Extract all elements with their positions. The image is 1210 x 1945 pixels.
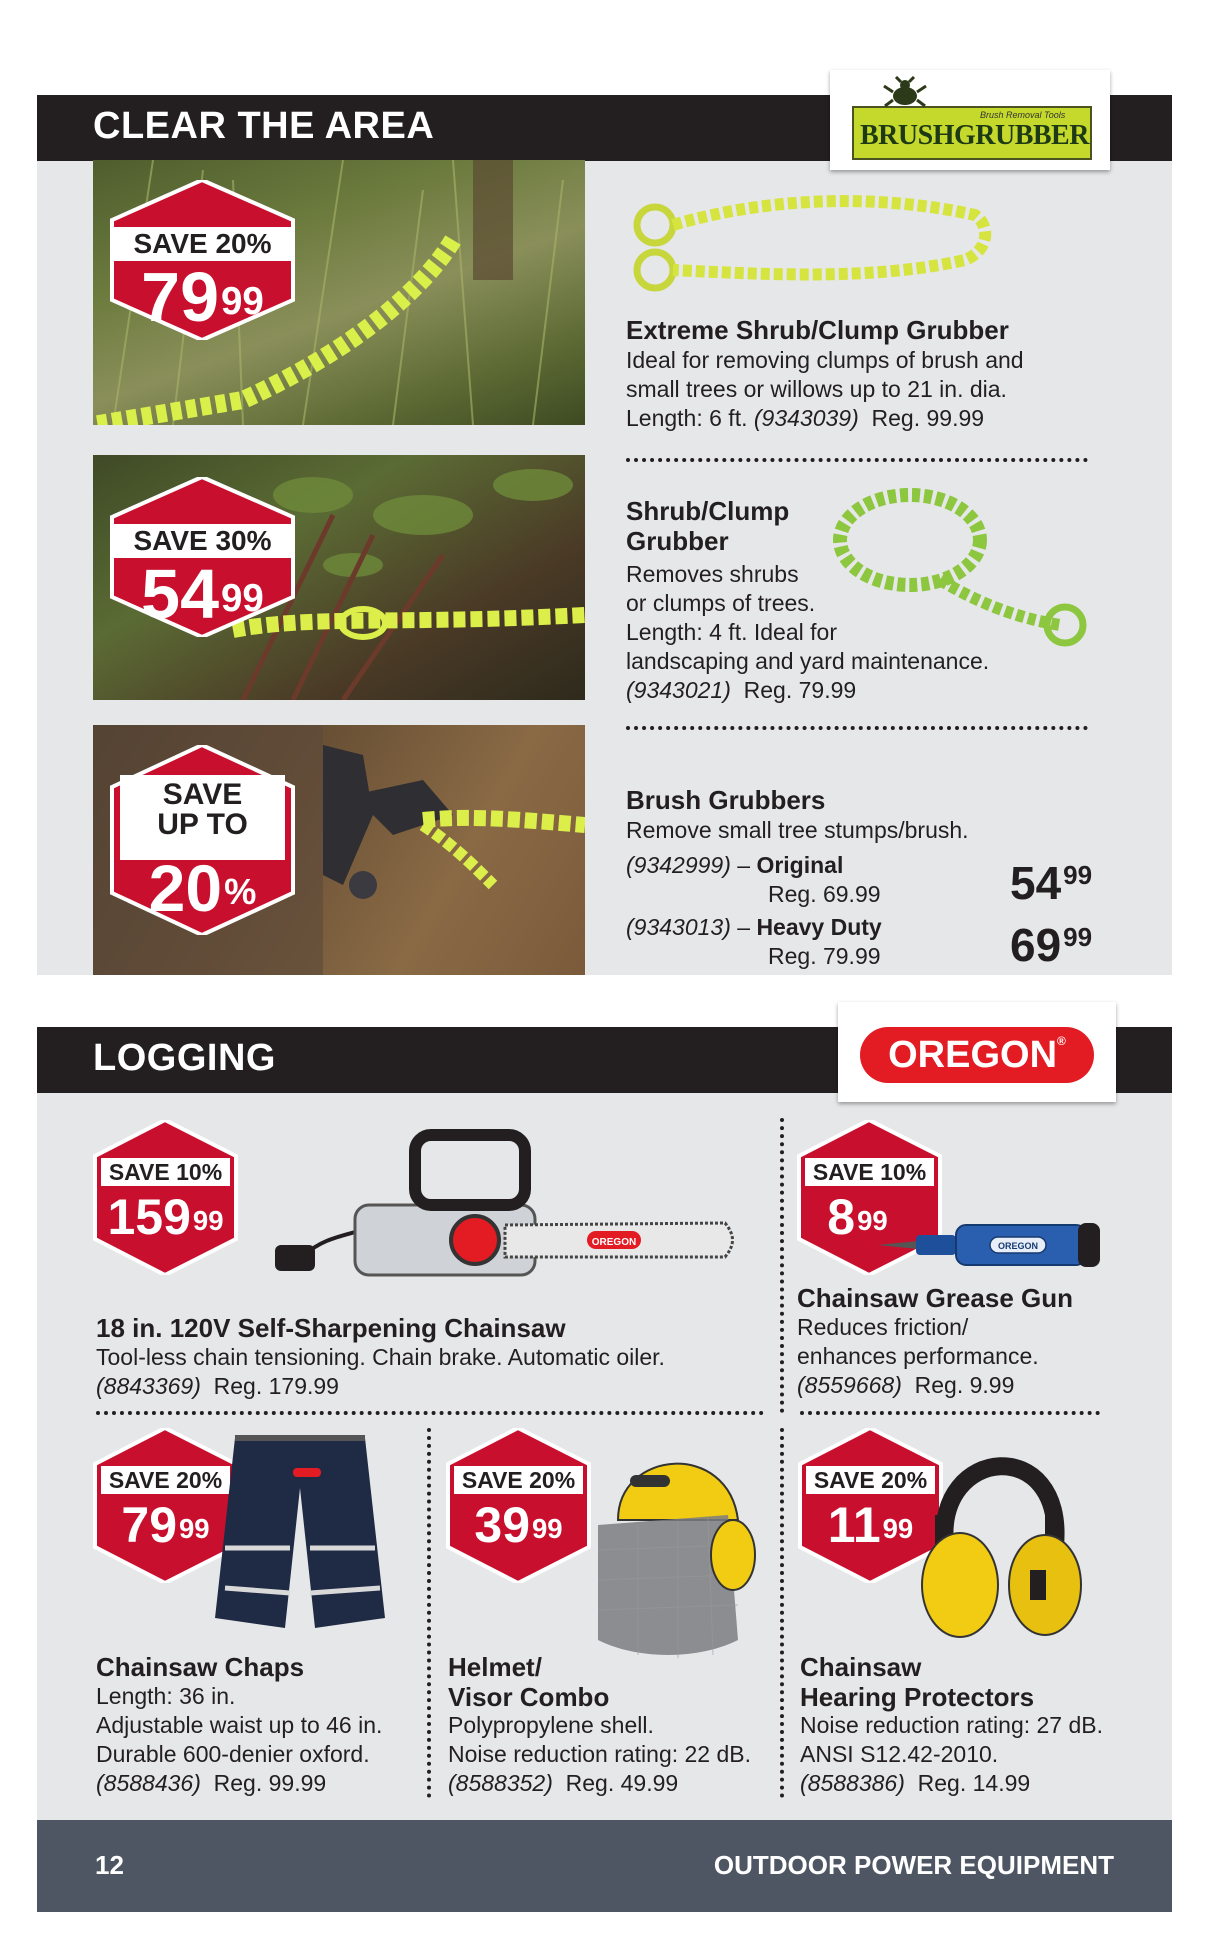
name-line: Hearing Protectors: [800, 1682, 1035, 1712]
sale-price: [1010, 856, 1092, 910]
regular-price: Reg. 99.99: [871, 405, 985, 431]
desc-line: Ideal for removing clumps of brush and: [626, 347, 1024, 373]
badge-price-cents: 99: [179, 1513, 210, 1545]
desc-line: Durable 600-denier oxford.: [96, 1741, 370, 1767]
grease-gun-label: OREGON: [997, 1241, 1039, 1251]
badge-save-label: SAVE 10%: [805, 1158, 934, 1186]
section-title: LOGGING: [93, 1037, 276, 1079]
badge-save-label: SAVE 20%: [806, 1466, 935, 1494]
price-badge: [110, 477, 295, 637]
badge-price-main: 11: [827, 1497, 881, 1553]
product-name: [626, 496, 789, 556]
badge-price-main: 159: [107, 1189, 191, 1245]
badge-price-cents: 99: [532, 1513, 563, 1545]
regular-price: Reg. 99.99: [213, 1770, 327, 1796]
divider: [780, 1118, 784, 1413]
desc-line: ANSI S12.42-2010.: [800, 1741, 999, 1767]
beetle-icon: [882, 76, 928, 112]
divider: [626, 726, 1088, 730]
product-description: [448, 1711, 751, 1798]
desc-line: Reduces friction/: [797, 1314, 969, 1340]
product-name: [800, 1652, 1034, 1712]
badge-percent-sign: %: [224, 871, 257, 913]
price-badge: [93, 1120, 238, 1275]
sku: (9343039): [753, 405, 859, 431]
divider: [800, 1411, 1100, 1415]
section-title: CLEAR THE AREA: [93, 105, 435, 147]
sku: (8588436): [96, 1770, 201, 1796]
name-line: Helmet/: [448, 1652, 542, 1682]
sale-price-cents: 99: [1063, 860, 1093, 890]
divider: [427, 1428, 431, 1798]
badge-save-label: SAVE 20%: [101, 1466, 230, 1494]
page-number: 12: [95, 1850, 124, 1880]
product-description: [797, 1313, 1039, 1400]
product-name: 18 in. 120V Self-Sharpening Chainsaw: [96, 1313, 566, 1343]
sale-price: [1010, 918, 1092, 972]
sku: (9343021): [626, 677, 731, 703]
sku: (8843369): [96, 1373, 201, 1399]
chainsaw-image: [265, 1125, 735, 1295]
badge-price-cents: 99: [221, 279, 264, 323]
badge-price-main: 54: [141, 555, 220, 633]
oregon-logo: [838, 1002, 1116, 1102]
sku: (9342999): [626, 852, 731, 878]
product-name: [448, 1652, 609, 1712]
page-footer: [37, 1820, 1172, 1912]
badge-price-cents: 99: [857, 1205, 888, 1237]
sale-price-main: 54: [1010, 857, 1062, 909]
name-line: Shrub/Clump: [626, 496, 790, 526]
extreme-grubber-chain-image: [625, 185, 995, 295]
desc-line: Length: 6 ft.: [626, 405, 754, 431]
desc-line: Adjustable waist up to 46 in.: [96, 1712, 383, 1738]
price-badge: [446, 1428, 591, 1583]
desc-line: landscaping and yard maintenance.: [626, 648, 990, 674]
desc-line: Noise reduction rating: 27 dB.: [800, 1712, 1104, 1738]
desc-line: small trees or willows up to 21 in. dia.: [626, 376, 1007, 402]
badge-price-cents: 99: [192, 1205, 224, 1237]
sku: (8588386): [800, 1770, 905, 1796]
product-description: [800, 1711, 1103, 1798]
product-description: [626, 560, 989, 705]
desc-line: or clumps of trees.: [626, 590, 816, 616]
desc-line: Noise reduction rating: 22 dB.: [448, 1741, 752, 1767]
divider: [626, 458, 1088, 462]
product-name: Chainsaw Chaps: [96, 1652, 305, 1682]
badge-percent-value: 20: [148, 851, 223, 925]
grease-gun-image: [878, 1215, 1103, 1275]
registered-mark: ®: [1057, 1034, 1066, 1048]
product-name: Chainsaw Grease Gun: [797, 1283, 1073, 1313]
oregon-wordmark-text: OREGON: [888, 1034, 1058, 1076]
sale-price-main: 69: [1010, 919, 1062, 971]
badge-save-label: SAVE 10%: [101, 1158, 230, 1186]
sku: (8559668): [797, 1372, 902, 1398]
desc-line: enhances performance.: [797, 1343, 1039, 1369]
brushgrubber-wordmark: BRUSHGRUBBER: [860, 120, 1089, 151]
brushgrubber-tagline: Brush Removal Tools: [980, 110, 1066, 120]
variant-label: Original: [756, 852, 844, 878]
regular-price: Reg. 49.99: [565, 1770, 679, 1796]
name-line: Grubber: [626, 526, 729, 556]
chainsaw-bar-label: OREGON: [591, 1237, 637, 1248]
desc-line: Length: 4 ft. Ideal for: [626, 619, 837, 645]
price-badge: [110, 180, 295, 340]
desc-line: Length: 36 in.: [96, 1683, 236, 1709]
badge-price-cents: 99: [221, 576, 264, 620]
sale-price-cents: 99: [1063, 922, 1093, 952]
regular-price: Reg. 79.99: [768, 943, 881, 969]
desc-line: Removes shrubs: [626, 561, 799, 587]
badge-save-label: SAVE 20%: [454, 1466, 583, 1494]
dash: –: [737, 914, 751, 940]
badge-price-cents: 99: [882, 1513, 914, 1545]
hearing-protectors-image: [905, 1435, 1095, 1645]
badge-price: [446, 1498, 591, 1553]
divider: [780, 1428, 784, 1798]
product-description: Remove small tree stumps/brush.: [626, 817, 969, 843]
badge-price-main: 79: [141, 258, 220, 336]
badge-price: [110, 555, 295, 633]
product-description: [96, 1682, 382, 1798]
regular-price: Reg. 179.99: [213, 1373, 339, 1399]
product-name: Extreme Shrub/Clump Grubber: [626, 315, 1009, 345]
chainsaw-chaps-image: [195, 1428, 405, 1638]
badge-save-line: SAVE: [162, 778, 243, 811]
regular-price: Reg. 79.99: [743, 677, 857, 703]
regular-price: Reg. 9.99: [914, 1372, 1015, 1398]
dash: –: [737, 852, 751, 878]
name-line: Visor Combo: [448, 1682, 610, 1712]
badge-price-main: 8: [827, 1189, 856, 1245]
brushgrubber-logo: [830, 70, 1110, 170]
desc-line: Polypropylene shell.: [448, 1712, 654, 1738]
badge-percent: [110, 851, 295, 925]
variant-label: Heavy Duty: [756, 914, 882, 940]
badge-price-main: 39: [474, 1497, 531, 1553]
badge-save-label: SAVE 30%: [110, 524, 295, 558]
sku: (8588352): [448, 1770, 553, 1796]
badge-save-line: UP TO: [157, 808, 248, 841]
oregon-wordmark: [860, 1034, 1094, 1077]
price-badge: [110, 745, 295, 935]
badge-save-label: SAVE 20%: [110, 227, 295, 261]
regular-price: Reg. 14.99: [917, 1770, 1031, 1796]
divider: [96, 1411, 764, 1415]
sku: (9343013): [626, 914, 731, 940]
badge-save-label: [120, 775, 285, 860]
product-name: Brush Grubbers: [626, 785, 826, 815]
product-description: [96, 1343, 665, 1401]
badge-price: [110, 258, 295, 336]
badge-price-main: 79: [121, 1497, 178, 1553]
desc-line: Tool-less chain tensioning. Chain brake. Automatic oiler.: [96, 1344, 665, 1370]
name-line: Chainsaw: [800, 1652, 922, 1682]
product-description: [626, 346, 1024, 433]
badge-price: [93, 1190, 238, 1245]
section-name: OUTDOOR POWER EQUIPMENT: [713, 1850, 1114, 1880]
helmet-visor-image: [578, 1430, 768, 1660]
regular-price: Reg. 69.99: [768, 881, 881, 907]
